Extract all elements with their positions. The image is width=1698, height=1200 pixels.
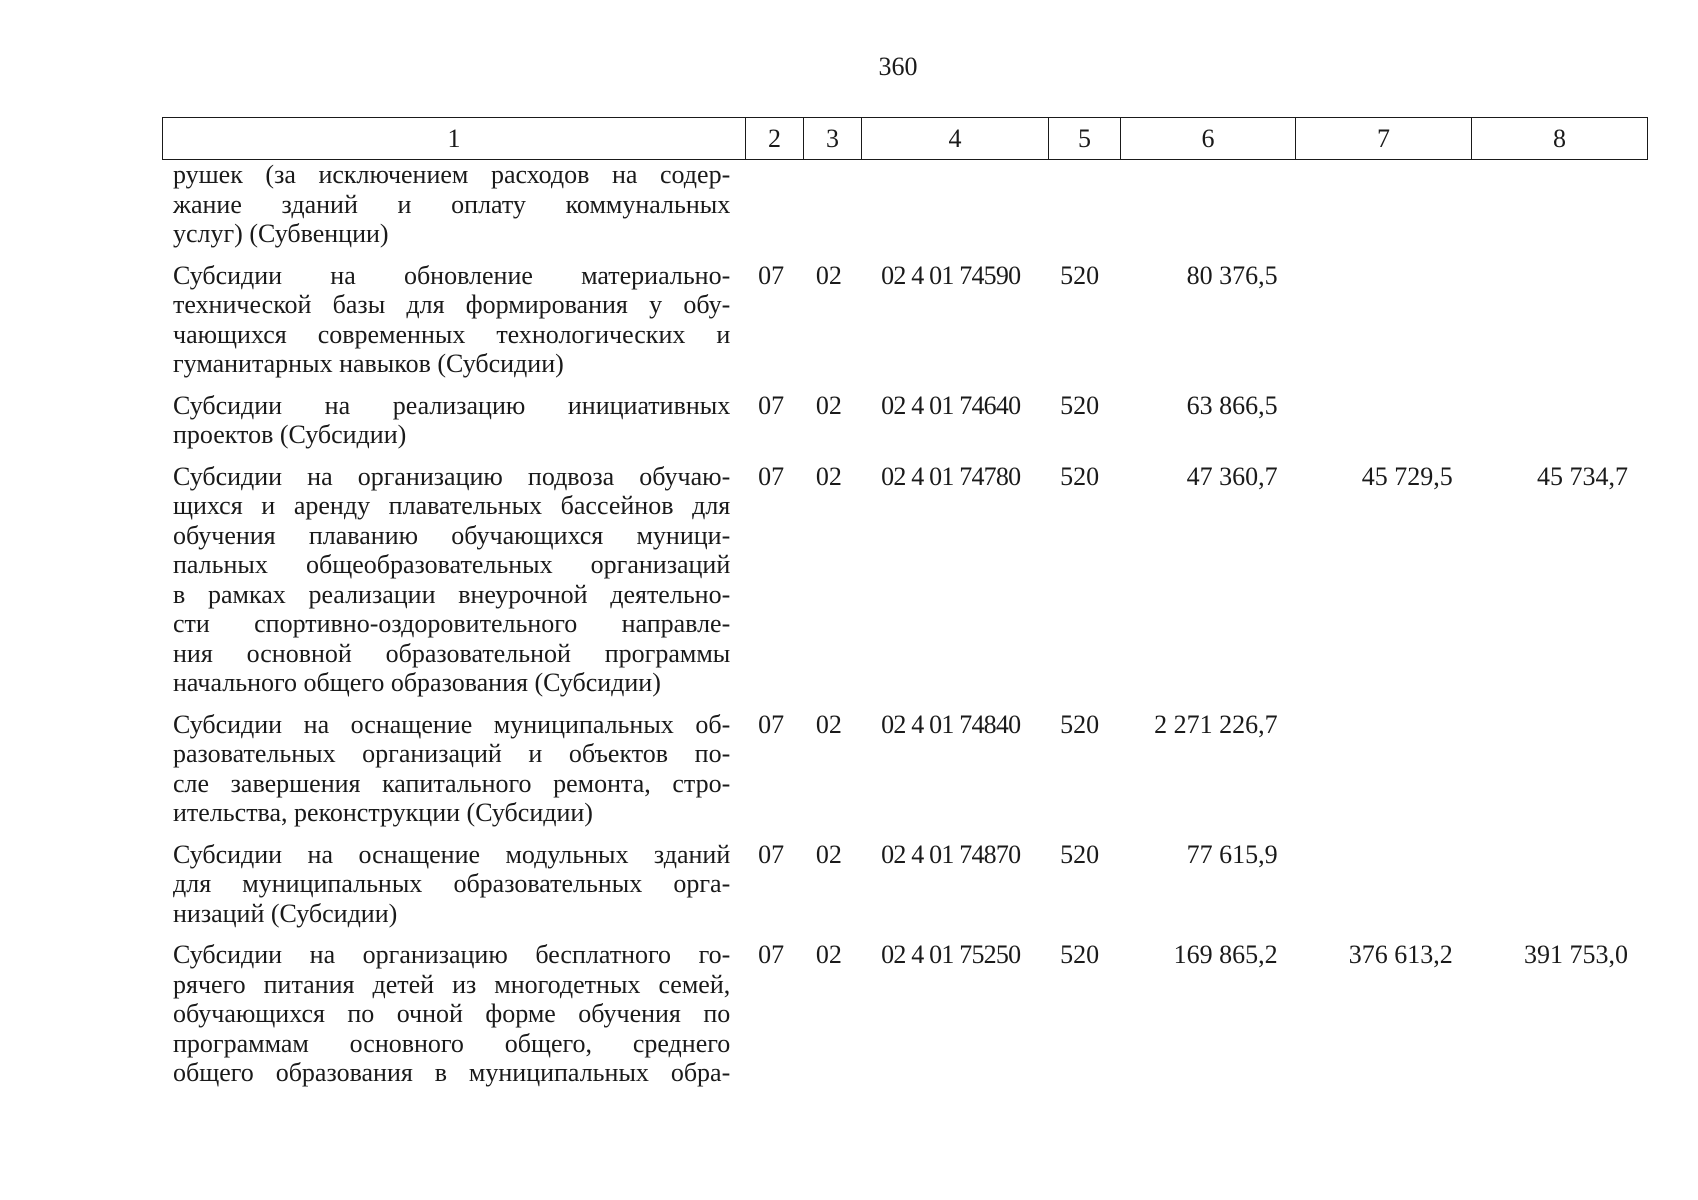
description-line: разовательных организаций и объектов по- (173, 739, 731, 768)
description-line: проектов (Субсидии) (173, 420, 407, 449)
cell-amount-year1: 77 615,9 (1186, 839, 1278, 869)
column-header-2: 2 (746, 118, 804, 160)
cell-section: 07 (758, 461, 785, 491)
table-row (162, 261, 1640, 379)
description-line: программам основного общего, среднего (173, 1028, 731, 1058)
cell-subsection: 02 (815, 390, 842, 420)
description-line: жание зданий и оплату коммунальных (173, 189, 731, 219)
cell-target-article: 02 4 01 74840 (881, 709, 1021, 739)
table-body (162, 160, 1640, 1100)
cell-amount-year2: 45 729,5 (1361, 461, 1453, 491)
cell-amount-year2: 376 613,2 (1348, 940, 1453, 969)
description-line: обучающихся по очной форме обучения по (173, 999, 731, 1028)
cell-subsection: 02 (815, 461, 842, 491)
cell-subsection: 02 (815, 260, 842, 290)
column-header-table (162, 117, 1648, 160)
description-line: чающихся современных технологических и (173, 319, 731, 349)
description-line: Субсидии на организацию подвоза обучаю- (173, 461, 731, 491)
description-line: Субсидии на реализацию инициативных (173, 390, 731, 420)
description-line: услуг) (Субвенции) (173, 219, 389, 248)
cell-section: 07 (758, 709, 785, 739)
column-header-7: 7 (1296, 118, 1472, 160)
cell-target-article: 02 4 01 74870 (881, 839, 1021, 869)
description-line: начального общего образования (Субсидии) (173, 668, 661, 697)
column-header-4: 4 (862, 118, 1049, 160)
row-description (162, 710, 742, 828)
cell-expense-type: 520 (1060, 390, 1100, 420)
table-row (162, 160, 1640, 249)
description-line: сле завершения капитального ремонта, стро- (173, 768, 731, 798)
cell-subsection: 02 (815, 940, 842, 969)
table-row (162, 840, 1640, 929)
cell-section: 07 (758, 940, 785, 969)
table-row (162, 940, 1640, 1088)
cell-subsection: 02 (815, 709, 842, 739)
column-header-8: 8 (1472, 118, 1648, 160)
cell-amount-year1: 80 376,5 (1186, 260, 1278, 290)
description-line: пальных общеобразовательных организаций (173, 550, 731, 579)
cell-section: 07 (758, 390, 785, 420)
description-line: рячего питания детей из многодетных семей, (173, 969, 731, 999)
cell-expense-type: 520 (1060, 461, 1100, 491)
page-number (0, 52, 1698, 82)
cell-target-article: 02 4 01 74640 (881, 390, 1021, 420)
cell-amount-year1: 63 866,5 (1186, 390, 1278, 420)
row-description (162, 391, 742, 450)
description-line: Субсидии на оснащение модульных зданий (173, 839, 731, 869)
cell-expense-type: 520 (1060, 839, 1100, 869)
cell-target-article: 02 4 01 74780 (881, 461, 1021, 491)
description-line: общего образования в муниципальных обра- (173, 1058, 731, 1087)
row-description (162, 261, 742, 379)
page-number-text: 360 (878, 52, 918, 81)
column-header-5: 5 (1049, 118, 1121, 160)
column-header-1: 1 (163, 118, 746, 160)
description-line: ния основной образовательной программы (173, 638, 731, 668)
column-header-3: 3 (804, 118, 862, 160)
description-line: в рамках реализации внеурочной деятельно- (173, 579, 731, 609)
description-line: рушек (за исключением расходов на содер- (173, 160, 731, 189)
cell-amount-year1: 169 865,2 (1173, 940, 1278, 969)
cell-amount-year3: 45 734,7 (1536, 461, 1628, 491)
cell-amount-year1: 2 271 226,7 (1154, 709, 1278, 739)
description-line: обучения плаванию обучающихся муници- (173, 520, 731, 550)
cell-expense-type: 520 (1060, 709, 1100, 739)
description-line: Субсидии на обновление материально- (173, 260, 731, 290)
column-header-6: 6 (1121, 118, 1296, 160)
description-line: для муниципальных образовательных орга- (173, 869, 731, 898)
table-row (162, 462, 1640, 698)
row-description (162, 940, 742, 1088)
description-line: щихся и аренду плавательных бассейнов для (173, 491, 731, 520)
description-line: технической базы для формирования у обу- (173, 290, 731, 319)
cell-subsection: 02 (815, 839, 842, 869)
cell-target-article: 02 4 01 75250 (881, 940, 1021, 969)
cell-amount-year3: 391 753,0 (1523, 940, 1628, 969)
cell-expense-type: 520 (1060, 940, 1100, 969)
row-description (162, 160, 742, 249)
description-line: гуманитарных навыков (Субсидии) (173, 349, 564, 378)
cell-section: 07 (758, 839, 785, 869)
description-line: Субсидии на оснащение муниципальных об- (173, 709, 731, 739)
cell-expense-type: 520 (1060, 260, 1100, 290)
description-line: сти спортивно-оздоровительного направле- (173, 609, 731, 638)
row-description (162, 462, 742, 698)
description-line: ительства, реконструкции (Субсидии) (173, 798, 593, 827)
cell-section: 07 (758, 260, 785, 290)
description-line: Субсидии на организацию бесплатного го- (173, 940, 731, 969)
table-row (162, 391, 1640, 450)
table-row (162, 710, 1640, 828)
cell-amount-year1: 47 360,7 (1186, 461, 1278, 491)
cell-target-article: 02 4 01 74590 (881, 260, 1021, 290)
description-line: низаций (Субсидии) (173, 898, 398, 928)
column-header-row (163, 118, 1648, 160)
row-description (162, 840, 742, 929)
